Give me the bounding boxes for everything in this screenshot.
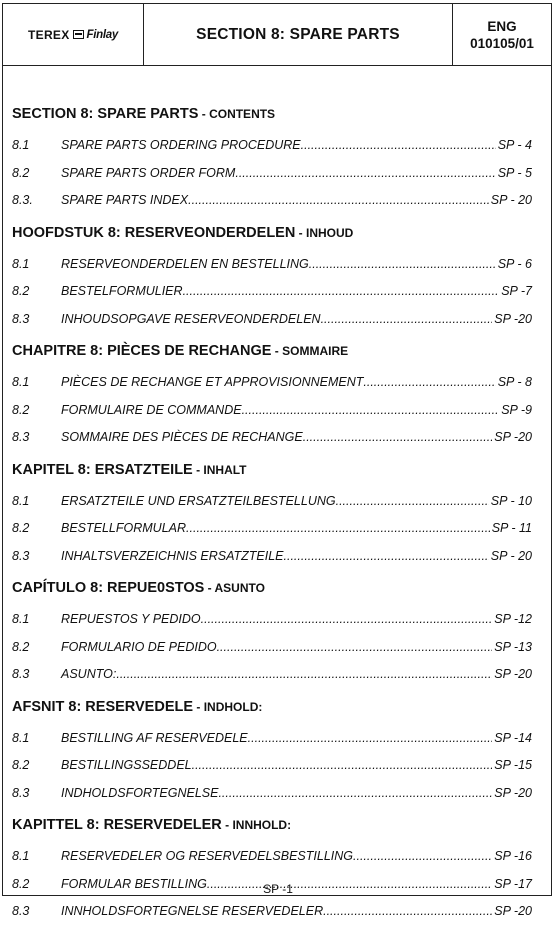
entry-label: FORMULAR BESTILLING	[61, 876, 207, 891]
section-title: HOOFDSTUK 8: RESERVEONDERDELEN	[12, 224, 296, 241]
entry-page: SP -20	[494, 430, 532, 444]
section-heading	[12, 807, 532, 843]
toc-entry	[12, 752, 532, 780]
entry-page: SP -16	[494, 849, 532, 863]
dot-leader	[235, 160, 495, 188]
dot-leader	[284, 543, 489, 571]
section-separator: -	[193, 699, 204, 714]
entry-label: SPARE PARTS ORDERING PROCEDURE	[61, 138, 301, 152]
logo-box-icon	[73, 30, 84, 39]
entry-page: SP - 20	[490, 193, 532, 207]
entry-number: 8.3	[12, 667, 30, 681]
toc-entry	[12, 543, 532, 571]
entry-label: ASUNTO:	[61, 667, 117, 681]
section-separator: -	[271, 344, 283, 358]
entry-label: BESTELFORMULIER	[61, 284, 183, 298]
section-subtitle: ASUNTO	[214, 581, 265, 595]
dot-leader	[183, 278, 500, 306]
table-of-contents	[12, 96, 532, 926]
document-code: 010105/01	[470, 35, 534, 51]
dot-leader	[336, 488, 489, 516]
language-code: ENG	[487, 18, 517, 34]
entry-label: SPARE PARTS ORDER FORM	[61, 165, 236, 180]
section-separator: -	[198, 107, 210, 121]
dot-leader	[353, 843, 492, 871]
entry-label: RESERVEDELER OG RESERVEDELSBESTILLING	[61, 849, 354, 863]
dot-leader	[201, 606, 493, 634]
entry-page: SP - 10	[490, 493, 532, 508]
entry-label: FORMULARIO DE PEDIDO	[61, 639, 217, 654]
entry-label: SPARE PARTS INDEX	[61, 193, 189, 207]
entry-page: SP -20	[494, 904, 532, 918]
entry-number: 8.3	[12, 785, 30, 800]
section-title: CHAPITRE 8: PIÈCES DE RECHANGE	[12, 343, 272, 359]
entry-page: SP -15	[494, 758, 532, 772]
dot-leader	[242, 397, 500, 425]
toc-entry	[12, 725, 532, 753]
entry-label: SOMMAIRE DES PIÈCES DE RECHANGE	[61, 430, 303, 444]
entry-number: 8.3.	[12, 193, 33, 207]
toc-entry	[12, 780, 532, 808]
toc-entry	[12, 606, 532, 634]
dot-leader	[192, 752, 493, 780]
toc-entry	[12, 515, 532, 543]
section-title: CAPÍTULO 8: REPUE0STOS	[12, 580, 205, 596]
section-subtitle: INHOUD	[306, 225, 354, 240]
entry-label: BESTILLINGSSEDDEL	[61, 758, 192, 772]
toc-entry	[12, 424, 532, 452]
entry-number: 8.1	[12, 493, 30, 508]
entry-number: 8.2	[12, 402, 30, 417]
section-subtitle: INNHOLD:	[232, 818, 292, 832]
entry-number: 8.2	[12, 639, 30, 654]
section-separator: -	[221, 818, 233, 832]
terex-finlay-logo	[28, 28, 118, 42]
page-number: SP -1	[263, 882, 293, 896]
dot-leader	[309, 251, 496, 279]
entry-number: 8.3	[12, 548, 30, 563]
toc-entry	[12, 634, 532, 662]
toc-entry	[12, 132, 532, 160]
dot-leader	[217, 634, 493, 662]
dot-leader	[186, 515, 490, 543]
toc-entry	[12, 278, 532, 306]
entry-page: SP -20	[494, 785, 532, 800]
toc-entry	[12, 251, 532, 279]
entry-page: SP -12	[494, 612, 532, 626]
toc-entry	[12, 843, 532, 871]
entry-page: SP -17	[494, 876, 532, 891]
entry-page: SP - 8	[497, 375, 532, 389]
dot-leader	[116, 661, 492, 689]
toc-entry	[12, 160, 532, 188]
section-separator: -	[192, 462, 204, 477]
dot-leader	[321, 306, 493, 334]
section-heading	[12, 333, 532, 369]
entry-number: 8.2	[12, 876, 30, 891]
section-heading	[12, 96, 532, 132]
section-title: SECTION 8: SPARE PARTS	[12, 106, 199, 122]
section-title: KAPITEL 8: ERSATZTEILE	[12, 461, 193, 478]
entry-number: 8.1	[12, 612, 30, 626]
entry-label: INNHOLDSFORTEGNELSE RESERVEDELER	[61, 904, 324, 918]
section-heading	[12, 689, 532, 725]
dot-leader	[218, 780, 492, 808]
header-title: SECTION 8: SPARE PARTS	[144, 4, 453, 65]
section-separator: -	[204, 581, 215, 595]
entry-page: SP -20	[494, 667, 532, 681]
toc-entry	[12, 488, 532, 516]
entry-label: REPUESTOS Y PEDIDO	[61, 612, 201, 626]
dot-leader	[248, 725, 493, 753]
section-heading	[12, 452, 532, 488]
entry-page: SP - 5	[497, 165, 532, 180]
logo-brand: TEREX	[28, 27, 70, 42]
dot-leader	[363, 369, 495, 397]
doc-code-cell	[453, 4, 551, 65]
toc-entry	[12, 187, 532, 215]
entry-number: 8.3	[12, 311, 30, 326]
entry-number: 8.3	[12, 430, 30, 444]
toc-entry	[12, 397, 532, 425]
entry-number: 8.3	[12, 904, 30, 918]
entry-label: ERSATZTEILE UND ERSATZTEILBESTELLUNG	[61, 493, 336, 508]
entry-number: 8.2	[12, 284, 30, 298]
entry-label: INHOUDSOPGAVE RESERVEONDERDELEN	[61, 311, 321, 326]
entry-label: RESERVEONDERDELEN EN BESTELLING	[61, 256, 309, 271]
dot-leader	[301, 132, 496, 160]
toc-entry	[12, 369, 532, 397]
entry-page: SP - 6	[497, 256, 532, 271]
entry-number: 8.1	[12, 849, 30, 863]
section-title: KAPITTEL 8: RESERVEDELER	[12, 817, 222, 833]
section-heading	[12, 570, 532, 606]
document-header	[2, 3, 552, 66]
entry-label: BESTILLING AF RESERVEDELE	[61, 730, 248, 745]
toc-entry	[12, 661, 532, 689]
section-subtitle: INDHOLD:	[203, 699, 263, 714]
toc-entry	[12, 898, 532, 926]
section-separator: -	[295, 225, 306, 240]
logo-sub: Finlay	[86, 28, 118, 41]
entry-page: SP -14	[494, 730, 532, 745]
toc-entry	[12, 306, 532, 334]
section-subtitle: CONTENTS	[209, 107, 276, 121]
entry-number: 8.1	[12, 730, 30, 745]
entry-page: SP -7	[501, 284, 532, 298]
logo-cell	[3, 4, 144, 65]
entry-page: SP - 11	[491, 521, 532, 535]
entry-number: 8.1	[12, 138, 30, 152]
entry-label: FORMULAIRE DE COMMANDE	[61, 402, 242, 417]
entry-label: INDHOLDSFORTEGNELSE	[61, 785, 219, 800]
entry-page: SP -13	[494, 639, 532, 654]
section-subtitle: SOMMAIRE	[282, 344, 349, 358]
section-heading	[12, 215, 532, 251]
entry-label: INHALTSVERZEICHNIS ERSATZTEILE	[61, 548, 284, 563]
entry-label: BESTELLFORMULAR	[61, 521, 187, 535]
dot-leader	[188, 187, 489, 215]
section-title: AFSNIT 8: RESERVEDELE	[12, 698, 194, 715]
dot-leader	[303, 424, 493, 452]
entry-page: SP - 20	[490, 548, 532, 563]
entry-number: 8.1	[12, 375, 30, 389]
section-subtitle: INHALT	[203, 462, 247, 477]
entry-number: 8.2	[12, 758, 30, 772]
entry-number: 8.1	[12, 256, 30, 271]
entry-number: 8.2	[12, 165, 30, 180]
entry-page: SP -9	[501, 402, 532, 417]
dot-leader	[323, 898, 492, 926]
entry-number: 8.2	[12, 521, 30, 535]
entry-label: PIÈCES DE RECHANGE ET APPROVISIONNEMENT	[61, 375, 364, 389]
entry-page: SP -20	[494, 311, 532, 326]
entry-page: SP - 4	[497, 138, 532, 152]
